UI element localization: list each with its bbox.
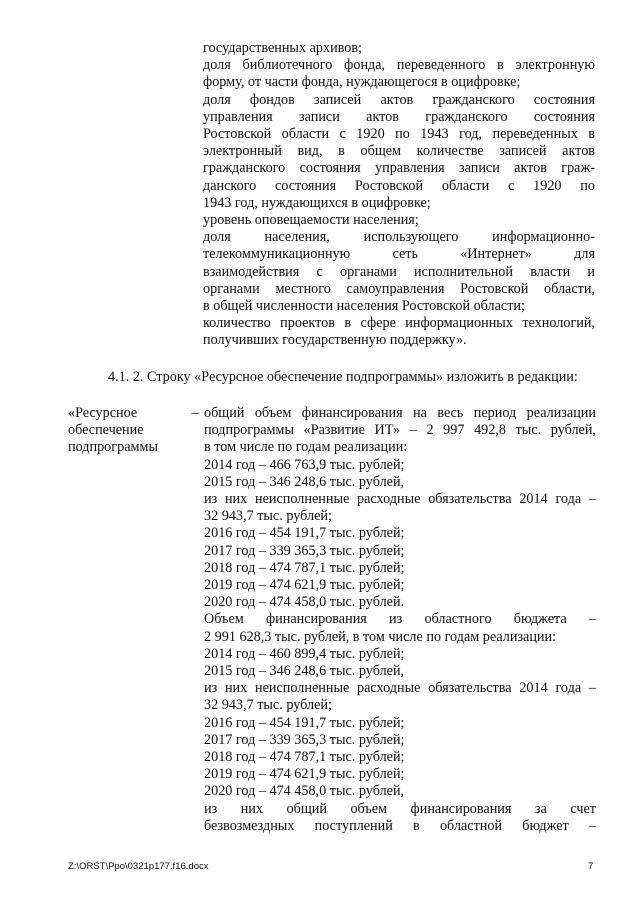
text-line: 2017 год – 339 365,3 тыс. рублей; xyxy=(204,542,405,559)
text-line: 32 943,7 тыс. рублей; xyxy=(204,508,332,525)
text-line: в том числе по годам реализации: xyxy=(204,439,408,456)
text-line: органами местного самоуправления Ростовской области, xyxy=(203,280,595,297)
text-line: безвозмездных поступлений в областной бюджет – xyxy=(204,817,596,834)
text-line: 2018 год – 474 787,1 тыс. рублей; xyxy=(204,559,405,576)
text-line: 2 991 628,3 тыс. рублей, в том числе по годам реализации: xyxy=(204,628,557,645)
label-line: «Ресурсное xyxy=(68,405,138,421)
text-line: 2014 год – 460 899,4 тыс. рублей; xyxy=(204,645,405,662)
text-line: 2018 год – 474 787,1 тыс. рублей; xyxy=(204,749,405,766)
text-line: в общей численности населения Ростовской области; xyxy=(203,298,525,315)
text-line: общий объем финансирования на весь период реализации xyxy=(204,405,596,421)
text-line: управления записи актов гражданского состояния xyxy=(203,108,595,125)
page-number: 7 xyxy=(588,861,594,872)
text-line: 2016 год – 454 191,7 тыс. рублей; xyxy=(204,525,405,542)
text-line: 2019 год – 474 621,9 тыс. рублей; xyxy=(204,577,405,594)
text-line: государственных архивов; xyxy=(203,40,363,56)
text-line: уровень оповещаемости населения; xyxy=(203,212,419,229)
label-line: подпрограммы xyxy=(68,439,158,456)
text-line: количество проектов в сфере информационных технологий, xyxy=(203,315,595,332)
label-dash: – xyxy=(191,405,199,421)
text-line: гражданского состояния управления записи актов граж- xyxy=(203,160,595,177)
indicator-list xyxy=(203,40,595,350)
text-line: получивших государственную поддержку». xyxy=(203,332,467,349)
text-line: доля фондов записей актов гражданского состояния xyxy=(203,91,595,108)
text-line: из них неисполненные расходные обязательства 2014 года – xyxy=(204,680,596,697)
text-line: доля библиотечного фонда, переведенного в электронную xyxy=(203,57,595,74)
text-line: 2015 год – 346 248,6 тыс. рублей, xyxy=(204,473,405,490)
text-line: 2017 год – 339 365,3 тыс. рублей; xyxy=(204,731,405,748)
text-line: 1943 год, нуждающихся в оцифровке; xyxy=(203,194,431,211)
resource-label xyxy=(68,405,188,457)
text-line: Объем финансирования из областного бюджета – xyxy=(204,611,596,628)
text-line: из них общий объем финансирования за счет xyxy=(204,800,596,817)
text-line: 2019 год – 474 621,9 тыс. рублей; xyxy=(204,766,405,783)
text-line: 2016 год – 454 191,7 тыс. рублей; xyxy=(204,714,405,731)
text-line: форму, от части фонда, нуждающегося в оцифровке; xyxy=(203,74,521,91)
text-line: 32 943,7 тыс. рублей; xyxy=(204,697,332,714)
footer-file-path: Z:\ORST\Ppo\0321p177.f16.docx xyxy=(68,861,209,872)
text-line: 2014 год – 466 763,9 тыс. рублей; xyxy=(204,456,405,473)
label-line: обеспечение xyxy=(68,422,144,439)
text-line: данского состояния Ростовской области с 1920 по xyxy=(203,177,595,194)
text-line: электронный вид, в общем количестве записей актов xyxy=(203,143,595,160)
text-line: 2020 год – 474 458,0 тыс. рублей. xyxy=(204,594,405,611)
text-line: 2015 год – 346 248,6 тыс. рублей, xyxy=(204,663,405,680)
resource-description xyxy=(204,405,596,835)
text-line: телекоммуникационную сеть «Интернет» для xyxy=(203,246,595,263)
text-line: взаимодействия с органами исполнительной власти и xyxy=(203,263,595,280)
text-line: из них неисполненные расходные обязательства 2014 года – xyxy=(204,491,596,508)
text-line: Ростовской области с 1920 по 1943 год, переведенных в xyxy=(203,126,595,143)
text-line: 2020 год – 474 458,0 тыс. рублей, xyxy=(204,783,405,800)
text-line: подпрограммы «Развитие ИТ» – 2 997 492,8 тыс. рублей, xyxy=(204,422,596,439)
text-line: доля населения, использующего информационно- xyxy=(203,229,595,246)
amendment-paragraph: 4.1. 2. Строку «Ресурсное обеспечение подпрограммы» изложить в редакции: xyxy=(108,369,578,385)
